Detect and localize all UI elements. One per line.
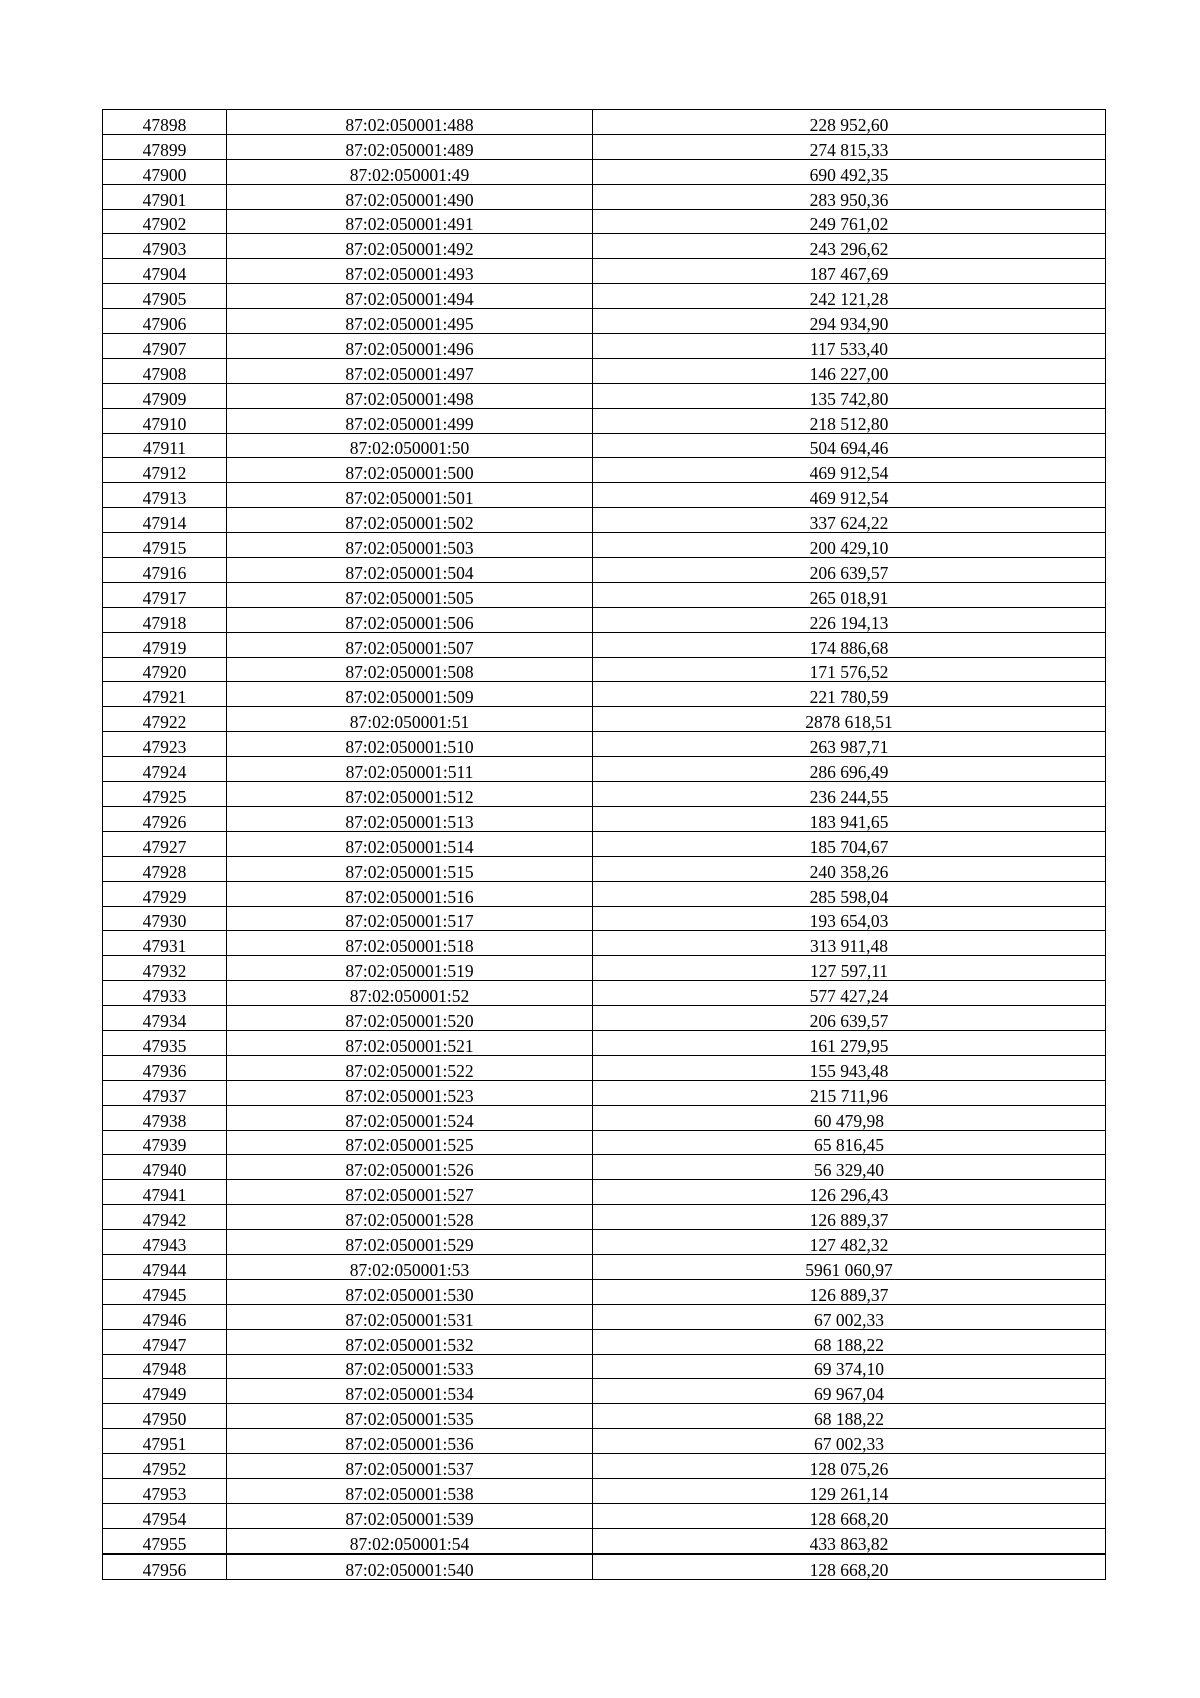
row-number-cell: 47905 <box>103 284 227 309</box>
table-row <box>103 134 1106 159</box>
table-row <box>103 334 1106 359</box>
cadastral-value-cell: 249 761,02 <box>593 209 1106 234</box>
row-number-cell: 47935 <box>103 1030 227 1055</box>
cadastral-number-cell: 87:02:050001:538 <box>227 1478 593 1503</box>
table-row <box>103 433 1106 458</box>
row-number-cell: 47920 <box>103 657 227 682</box>
cadastral-number-cell: 87:02:050001:51 <box>227 707 593 732</box>
cadastral-value-cell: 174 886,68 <box>593 632 1106 657</box>
row-number-cell: 47921 <box>103 682 227 707</box>
table-row <box>103 533 1106 558</box>
table-row <box>103 309 1106 334</box>
cadastral-value-cell: 283 950,36 <box>593 184 1106 209</box>
row-number-cell: 47950 <box>103 1404 227 1429</box>
cadastral-value-cell: 135 742,80 <box>593 383 1106 408</box>
cadastral-value-cell: 469 912,54 <box>593 483 1106 508</box>
row-number-cell: 47939 <box>103 1130 227 1155</box>
cadastral-number-cell: 87:02:050001:533 <box>227 1354 593 1379</box>
row-number-cell: 47904 <box>103 259 227 284</box>
table-row <box>103 1230 1106 1255</box>
table-row <box>103 1354 1106 1379</box>
row-number-cell: 47948 <box>103 1354 227 1379</box>
row-number-cell: 47956 <box>103 1554 227 1579</box>
cadastral-number-cell: 87:02:050001:535 <box>227 1404 593 1429</box>
cadastral-value-cell: 60 479,98 <box>593 1105 1106 1130</box>
cadastral-value-cell: 69 374,10 <box>593 1354 1106 1379</box>
cadastral-value-cell: 193 654,03 <box>593 906 1106 931</box>
cadastral-value-cell: 127 482,32 <box>593 1230 1106 1255</box>
cadastral-number-cell: 87:02:050001:513 <box>227 806 593 831</box>
row-number-cell: 47944 <box>103 1254 227 1279</box>
cadastral-number-cell: 87:02:050001:499 <box>227 408 593 433</box>
table-row <box>103 931 1106 956</box>
cadastral-number-cell: 87:02:050001:496 <box>227 334 593 359</box>
row-number-cell: 47953 <box>103 1478 227 1503</box>
cadastral-value-cell: 504 694,46 <box>593 433 1106 458</box>
row-number-cell: 47952 <box>103 1454 227 1479</box>
row-number-cell: 47912 <box>103 458 227 483</box>
cadastral-number-cell: 87:02:050001:536 <box>227 1429 593 1454</box>
table-row <box>103 1379 1106 1404</box>
table-row <box>103 806 1106 831</box>
cadastral-value-cell: 155 943,48 <box>593 1055 1106 1080</box>
cadastral-value-cell: 129 261,14 <box>593 1478 1106 1503</box>
cadastral-value-cell: 265 018,91 <box>593 582 1106 607</box>
cadastral-value-cell: 5961 060,97 <box>593 1254 1106 1279</box>
row-number-cell: 47928 <box>103 856 227 881</box>
table-row <box>103 209 1106 234</box>
cadastral-value-cell: 56 329,40 <box>593 1155 1106 1180</box>
row-number-cell: 47919 <box>103 632 227 657</box>
table-row <box>103 1105 1106 1130</box>
table-row <box>103 1130 1106 1155</box>
cadastral-number-cell: 87:02:050001:510 <box>227 732 593 757</box>
cadastral-number-cell: 87:02:050001:532 <box>227 1329 593 1354</box>
cadastral-number-cell: 87:02:050001:524 <box>227 1105 593 1130</box>
row-number-cell: 47932 <box>103 956 227 981</box>
cadastral-value-cell: 117 533,40 <box>593 334 1106 359</box>
cadastral-number-cell: 87:02:050001:521 <box>227 1030 593 1055</box>
row-number-cell: 47915 <box>103 533 227 558</box>
cadastral-value-cell: 218 512,80 <box>593 408 1106 433</box>
cadastral-value-cell: 126 889,37 <box>593 1279 1106 1304</box>
cadastral-value-cell: 183 941,65 <box>593 806 1106 831</box>
row-number-cell: 47947 <box>103 1329 227 1354</box>
cadastral-value-cell: 68 188,22 <box>593 1404 1106 1429</box>
row-number-cell: 47910 <box>103 408 227 433</box>
cadastral-value-cell: 65 816,45 <box>593 1130 1106 1155</box>
row-number-cell: 47933 <box>103 981 227 1006</box>
table-row <box>103 1180 1106 1205</box>
row-number-cell: 47903 <box>103 234 227 259</box>
cadastral-value-cell: 469 912,54 <box>593 458 1106 483</box>
cadastral-number-cell: 87:02:050001:530 <box>227 1279 593 1304</box>
cadastral-number-cell: 87:02:050001:500 <box>227 458 593 483</box>
table-row <box>103 782 1106 807</box>
cadastral-number-cell: 87:02:050001:520 <box>227 1006 593 1031</box>
table-row <box>103 607 1106 632</box>
row-number-cell: 47913 <box>103 483 227 508</box>
row-number-cell: 47927 <box>103 831 227 856</box>
cadastral-value-cell: 577 427,24 <box>593 981 1106 1006</box>
row-number-cell: 47940 <box>103 1155 227 1180</box>
table-row <box>103 1205 1106 1230</box>
row-number-cell: 47908 <box>103 358 227 383</box>
cadastral-value-cell: 690 492,35 <box>593 159 1106 184</box>
row-number-cell: 47909 <box>103 383 227 408</box>
row-number-cell: 47925 <box>103 782 227 807</box>
cadastral-number-cell: 87:02:050001:52 <box>227 981 593 1006</box>
table-row <box>103 582 1106 607</box>
row-number-cell: 47918 <box>103 607 227 632</box>
cadastral-value-cell: 221 780,59 <box>593 682 1106 707</box>
row-number-cell: 47929 <box>103 881 227 906</box>
cadastral-number-cell: 87:02:050001:519 <box>227 956 593 981</box>
row-number-cell: 47926 <box>103 806 227 831</box>
cadastral-value-cell: 228 952,60 <box>593 110 1106 135</box>
cadastral-value-cell: 236 244,55 <box>593 782 1106 807</box>
table-row <box>103 1554 1106 1579</box>
cadastral-value-cell: 263 987,71 <box>593 732 1106 757</box>
cadastral-number-cell: 87:02:050001:539 <box>227 1503 593 1528</box>
table-row <box>103 1404 1106 1429</box>
table-row <box>103 558 1106 583</box>
table-row <box>103 1006 1106 1031</box>
table-row <box>103 732 1106 757</box>
cadastral-value-cell: 337 624,22 <box>593 508 1106 533</box>
cadastral-value-cell: 285 598,04 <box>593 881 1106 906</box>
row-number-cell: 47945 <box>103 1279 227 1304</box>
cadastral-number-cell: 87:02:050001:492 <box>227 234 593 259</box>
row-number-cell: 47936 <box>103 1055 227 1080</box>
table-row <box>103 159 1106 184</box>
row-number-cell: 47955 <box>103 1528 227 1553</box>
cadastral-value-cell: 128 075,26 <box>593 1454 1106 1479</box>
cadastral-value-cell: 127 597,11 <box>593 956 1106 981</box>
table-row <box>103 981 1106 1006</box>
table-row <box>103 358 1106 383</box>
table-row <box>103 483 1106 508</box>
cadastral-number-cell: 87:02:050001:511 <box>227 757 593 782</box>
cadastral-number-cell: 87:02:050001:514 <box>227 831 593 856</box>
table-row <box>103 383 1106 408</box>
cadastral-number-cell: 87:02:050001:50 <box>227 433 593 458</box>
cadastral-value-cell: 226 194,13 <box>593 607 1106 632</box>
cadastral-number-cell: 87:02:050001:507 <box>227 632 593 657</box>
cadastral-value-cell: 161 279,95 <box>593 1030 1106 1055</box>
cadastral-number-cell: 87:02:050001:515 <box>227 856 593 881</box>
cadastral-value-cell: 68 188,22 <box>593 1329 1106 1354</box>
table-row <box>103 881 1106 906</box>
cadastral-number-cell: 87:02:050001:529 <box>227 1230 593 1255</box>
row-number-cell: 47946 <box>103 1304 227 1329</box>
row-number-cell: 47902 <box>103 209 227 234</box>
cadastral-value-cell: 2878 618,51 <box>593 707 1106 732</box>
table-row <box>103 184 1106 209</box>
cadastral-value-table <box>102 109 1106 1580</box>
cadastral-number-cell: 87:02:050001:503 <box>227 533 593 558</box>
table-row <box>103 1329 1106 1354</box>
table-row <box>103 1080 1106 1105</box>
cadastral-number-cell: 87:02:050001:506 <box>227 607 593 632</box>
table-row <box>103 906 1106 931</box>
table-row <box>103 856 1106 881</box>
cadastral-number-cell: 87:02:050001:489 <box>227 134 593 159</box>
cadastral-number-cell: 87:02:050001:497 <box>227 358 593 383</box>
cadastral-value-cell: 433 863,82 <box>593 1528 1106 1553</box>
cadastral-number-cell: 87:02:050001:494 <box>227 284 593 309</box>
cadastral-number-cell: 87:02:050001:490 <box>227 184 593 209</box>
cadastral-value-cell: 294 934,90 <box>593 309 1106 334</box>
table-row <box>103 408 1106 433</box>
cadastral-number-cell: 87:02:050001:508 <box>227 657 593 682</box>
cadastral-number-cell: 87:02:050001:540 <box>227 1554 593 1579</box>
cadastral-number-cell: 87:02:050001:504 <box>227 558 593 583</box>
cadastral-value-cell: 69 967,04 <box>593 1379 1106 1404</box>
cadastral-value-cell: 128 668,20 <box>593 1503 1106 1528</box>
cadastral-number-cell: 87:02:050001:493 <box>227 259 593 284</box>
row-number-cell: 47930 <box>103 906 227 931</box>
cadastral-value-cell: 67 002,33 <box>593 1304 1106 1329</box>
table-row <box>103 956 1106 981</box>
row-number-cell: 47942 <box>103 1205 227 1230</box>
table-row <box>103 1055 1106 1080</box>
cadastral-value-cell: 206 639,57 <box>593 558 1106 583</box>
row-number-cell: 47900 <box>103 159 227 184</box>
cadastral-value-cell: 286 696,49 <box>593 757 1106 782</box>
cadastral-number-cell: 87:02:050001:512 <box>227 782 593 807</box>
table-row <box>103 1478 1106 1503</box>
cadastral-number-cell: 87:02:050001:523 <box>227 1080 593 1105</box>
cadastral-number-cell: 87:02:050001:501 <box>227 483 593 508</box>
table-row <box>103 284 1106 309</box>
row-number-cell: 47949 <box>103 1379 227 1404</box>
cadastral-number-cell: 87:02:050001:509 <box>227 682 593 707</box>
table-row <box>103 1503 1106 1528</box>
table-row <box>103 657 1106 682</box>
row-number-cell: 47898 <box>103 110 227 135</box>
cadastral-number-cell: 87:02:050001:53 <box>227 1254 593 1279</box>
table-row <box>103 707 1106 732</box>
cadastral-number-cell: 87:02:050001:525 <box>227 1130 593 1155</box>
table-body <box>103 110 1106 1580</box>
cadastral-value-cell: 274 815,33 <box>593 134 1106 159</box>
cadastral-value-cell: 243 296,62 <box>593 234 1106 259</box>
row-number-cell: 47899 <box>103 134 227 159</box>
cadastral-number-cell: 87:02:050001:491 <box>227 209 593 234</box>
cadastral-number-cell: 87:02:050001:49 <box>227 159 593 184</box>
table-row <box>103 234 1106 259</box>
row-number-cell: 47938 <box>103 1105 227 1130</box>
cadastral-value-cell: 240 358,26 <box>593 856 1106 881</box>
cadastral-number-cell: 87:02:050001:498 <box>227 383 593 408</box>
row-number-cell: 47943 <box>103 1230 227 1255</box>
cadastral-number-cell: 87:02:050001:527 <box>227 1180 593 1205</box>
cadastral-value-cell: 67 002,33 <box>593 1429 1106 1454</box>
table-row <box>103 1304 1106 1329</box>
cadastral-value-cell: 126 296,43 <box>593 1180 1106 1205</box>
row-number-cell: 47954 <box>103 1503 227 1528</box>
table-row <box>103 1030 1106 1055</box>
cadastral-number-cell: 87:02:050001:516 <box>227 881 593 906</box>
cadastral-number-cell: 87:02:050001:531 <box>227 1304 593 1329</box>
table-row <box>103 458 1106 483</box>
table-row <box>103 1528 1106 1553</box>
row-number-cell: 47911 <box>103 433 227 458</box>
cadastral-value-cell: 126 889,37 <box>593 1205 1106 1230</box>
table-row <box>103 110 1106 135</box>
table-row <box>103 682 1106 707</box>
row-number-cell: 47901 <box>103 184 227 209</box>
cadastral-number-cell: 87:02:050001:518 <box>227 931 593 956</box>
row-number-cell: 47924 <box>103 757 227 782</box>
row-number-cell: 47934 <box>103 1006 227 1031</box>
cadastral-number-cell: 87:02:050001:517 <box>227 906 593 931</box>
table-row <box>103 259 1106 284</box>
cadastral-number-cell: 87:02:050001:488 <box>227 110 593 135</box>
cadastral-number-cell: 87:02:050001:54 <box>227 1528 593 1553</box>
table-row <box>103 1429 1106 1454</box>
row-number-cell: 47931 <box>103 931 227 956</box>
row-number-cell: 47951 <box>103 1429 227 1454</box>
cadastral-value-cell: 206 639,57 <box>593 1006 1106 1031</box>
row-number-cell: 47906 <box>103 309 227 334</box>
row-number-cell: 47914 <box>103 508 227 533</box>
table-row <box>103 1454 1106 1479</box>
table-row <box>103 1279 1106 1304</box>
row-number-cell: 47917 <box>103 582 227 607</box>
cadastral-value-cell: 187 467,69 <box>593 259 1106 284</box>
row-number-cell: 47937 <box>103 1080 227 1105</box>
cadastral-number-cell: 87:02:050001:526 <box>227 1155 593 1180</box>
row-number-cell: 47941 <box>103 1180 227 1205</box>
table-row <box>103 757 1106 782</box>
cadastral-value-cell: 242 121,28 <box>593 284 1106 309</box>
table-row <box>103 831 1106 856</box>
cadastral-number-cell: 87:02:050001:528 <box>227 1205 593 1230</box>
cadastral-number-cell: 87:02:050001:495 <box>227 309 593 334</box>
table-row <box>103 1254 1106 1279</box>
table-row <box>103 632 1106 657</box>
row-number-cell: 47916 <box>103 558 227 583</box>
table-row <box>103 1155 1106 1180</box>
cadastral-number-cell: 87:02:050001:502 <box>227 508 593 533</box>
cadastral-value-cell: 313 911,48 <box>593 931 1106 956</box>
cadastral-value-cell: 200 429,10 <box>593 533 1106 558</box>
cadastral-value-cell: 171 576,52 <box>593 657 1106 682</box>
cadastral-value-cell: 215 711,96 <box>593 1080 1106 1105</box>
cadastral-value-cell: 146 227,00 <box>593 358 1106 383</box>
row-number-cell: 47922 <box>103 707 227 732</box>
cadastral-number-cell: 87:02:050001:534 <box>227 1379 593 1404</box>
cadastral-value-cell: 128 668,20 <box>593 1554 1106 1579</box>
cadastral-number-cell: 87:02:050001:537 <box>227 1454 593 1479</box>
cadastral-number-cell: 87:02:050001:522 <box>227 1055 593 1080</box>
cadastral-value-cell: 185 704,67 <box>593 831 1106 856</box>
cadastral-number-cell: 87:02:050001:505 <box>227 582 593 607</box>
table-row <box>103 508 1106 533</box>
row-number-cell: 47923 <box>103 732 227 757</box>
row-number-cell: 47907 <box>103 334 227 359</box>
